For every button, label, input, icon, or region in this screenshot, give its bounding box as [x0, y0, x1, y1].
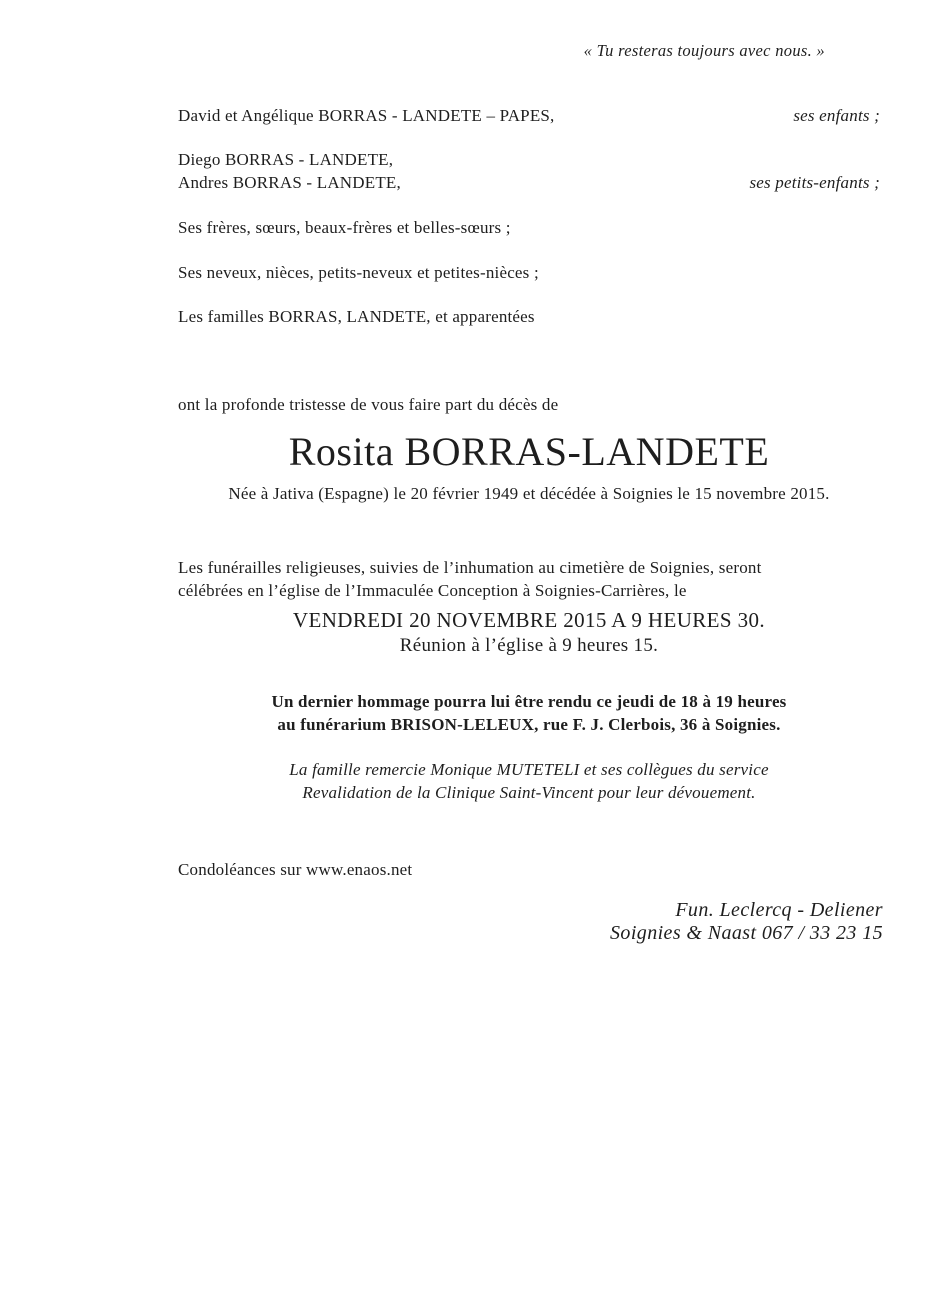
nieces-line: Ses neveux, nièces, petits-neveux et petites-nièces ; [178, 263, 539, 282]
funeral-home-signature [610, 899, 883, 945]
thanks-line-2: Revalidation de la Clinique Saint-Vincent pour leur dévouement. [302, 783, 756, 802]
grandchildren-row [178, 148, 880, 194]
thanks-paragraph [178, 758, 880, 804]
funeral-line-2: célébrées en l’église de l’Immaculée Conception à Soignies-Carrières, le [178, 581, 687, 600]
thanks-line-1: La famille remercie Monique MUTETELI et ses collègues du service [289, 760, 769, 779]
grandchildren-relation-label: ses petits-enfants ; [749, 173, 880, 192]
siblings-line: Ses frères, sœurs, beaux-frères et belles-sœurs ; [178, 218, 511, 237]
grandchildren-names [178, 148, 401, 194]
funeral-home-name: Fun. Leclercq - Deliener [675, 899, 883, 921]
memorial-quote: « Tu resteras toujours avec nous. » [583, 41, 825, 60]
funeral-line-1: Les funérailles religieuses, suivies de l’inhumation au cimetière de Soignies, seront [178, 558, 762, 577]
homage-line-2: au funérarium BRISON-LELEUX, rue F. J. Clerbois, 36 à Soignies. [277, 715, 781, 734]
grandchild-name-1: Diego BORRAS - LANDETE, [178, 150, 394, 169]
children-row [178, 104, 880, 127]
deceased-name: Rosita BORRAS-LANDETE [288, 429, 770, 474]
funeral-meeting-line: Réunion à l’église à 9 heures 15. [399, 635, 659, 656]
intro-line: ont la profonde tristesse de vous faire part du décès de [178, 395, 559, 414]
funeral-date-line: VENDREDI 20 NOVEMBRE 2015 A 9 HEURES 30. [292, 608, 766, 632]
grandchild-name-2: Andres BORRAS - LANDETE, [178, 173, 401, 192]
children-names: David et Angélique BORRAS - LANDETE – PAPES, [178, 106, 555, 125]
life-dates-line: Née à Jativa (Espagne) le 20 février 1949 et décédée à Soignies le 15 novembre 2015. [228, 484, 830, 503]
children-relation-label: ses enfants ; [793, 106, 880, 125]
condolences-line: Condoléances sur www.enaos.net [178, 860, 413, 879]
funeral-paragraph [178, 556, 880, 602]
homage-line-1: Un dernier hommage pourra lui être rendu ce jeudi de 18 à 19 heures [271, 692, 787, 711]
funeral-home-contact: Soignies & Naast 067 / 33 23 15 [610, 922, 883, 944]
families-line: Les familles BORRAS, LANDETE, et apparentées [178, 307, 535, 326]
homage-paragraph [178, 690, 880, 736]
